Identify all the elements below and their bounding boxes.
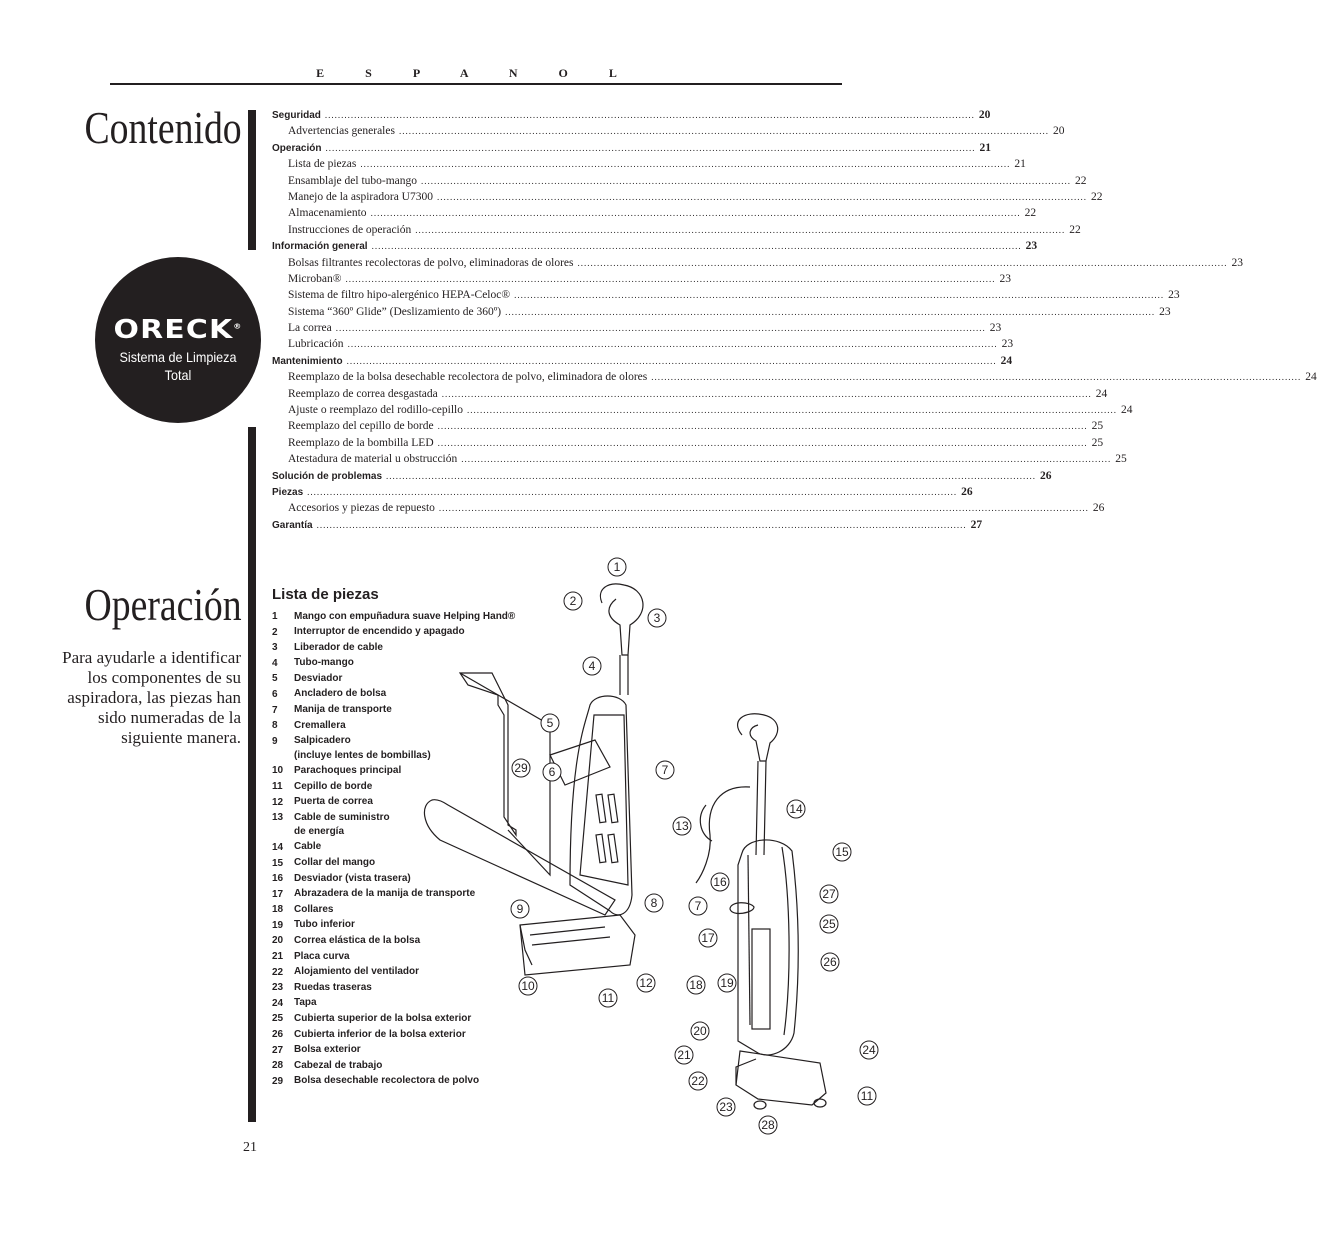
- toc-entry: [272, 158, 1026, 174]
- part-number: 17: [272, 888, 284, 900]
- part-callout: [648, 609, 666, 627]
- part-name: Tubo-mango: [294, 657, 354, 669]
- toc-entry-page: 20: [978, 109, 991, 121]
- toc-entry: [272, 387, 1108, 404]
- callout-label: 12: [639, 976, 653, 990]
- toc-entry-page: 22: [1090, 190, 1103, 203]
- part-callout: [858, 1087, 876, 1105]
- part-callout: [583, 657, 601, 675]
- toc-leader-dots: ........................................................................................................................................................................................................: [505, 306, 1156, 317]
- toc-entry-page: 22: [1069, 223, 1081, 236]
- contents-heading: Contenido: [84, 102, 242, 153]
- contents-side-bar: [248, 110, 256, 250]
- toc-leader-dots: ........................................................................................................................................................................................................: [514, 290, 1165, 301]
- part-number: 18: [272, 904, 284, 916]
- toc-entry-page: 27: [970, 518, 983, 531]
- part-callout: [860, 1041, 878, 1059]
- part-name: Desviador (vista trasera): [294, 872, 411, 884]
- toc-entry: [272, 109, 991, 125]
- part-name: Manija de transporte: [294, 704, 392, 716]
- toc-leader-dots: ........................................................................................................................................................................................................: [415, 224, 1066, 235]
- toc-leader-dots: ........................................................................................................................................................................................................: [467, 405, 1117, 416]
- part-callout: [543, 763, 561, 781]
- part-number: 11: [272, 781, 283, 793]
- toc-entry-label: Ensamblaje del tubo-mango: [288, 174, 418, 187]
- toc-entry: [272, 502, 1105, 518]
- callout-label: 15: [835, 845, 849, 859]
- part-name: Tubo inferior: [294, 919, 355, 931]
- toc-entry-page: 20: [1052, 125, 1065, 138]
- callout-label: 8: [650, 896, 658, 910]
- callout-label: 10: [521, 979, 535, 993]
- toc-entry: [272, 190, 1103, 207]
- part-number: 13: [272, 812, 284, 824]
- callout-label: 9: [516, 902, 524, 916]
- toc-entry-page: 23: [1025, 240, 1038, 253]
- page-number: 21: [243, 1140, 257, 1155]
- part-callout: [564, 592, 582, 610]
- part-number: 7: [272, 704, 278, 716]
- part-callout: [512, 759, 530, 777]
- part-callout: [717, 1098, 735, 1116]
- part-callout: [699, 929, 717, 947]
- toc-entry-label: Reemplazo del cepillo de borde: [288, 420, 434, 433]
- part-callout: [541, 714, 559, 732]
- part-name: Bolsa exterior: [294, 1044, 361, 1056]
- part-number: 10: [272, 765, 284, 777]
- callout-label: 6: [548, 765, 556, 779]
- toc-leader-dots: ........................................................................................................................................................................................................: [346, 355, 997, 366]
- toc-entry: [272, 453, 1127, 469]
- toc-leader-dots: ........................................................................................................................................................................................................: [436, 191, 1087, 202]
- callout-label: 17: [701, 931, 715, 945]
- toc-entry-label: Mantenimiento: [272, 355, 343, 367]
- part-name: Cremallera: [294, 719, 346, 731]
- toc-entry-label: Advertencias generales: [288, 125, 395, 138]
- vacuum-diagram: [420, 555, 890, 1140]
- callout-label: 26: [823, 955, 837, 969]
- vacuum-right-illustration: [696, 714, 826, 1109]
- part-name: Mango con empuñadura suave Helping Hand®: [294, 610, 516, 622]
- callout-label: 23: [719, 1100, 733, 1114]
- toc-entry-page: 22: [1075, 174, 1087, 187]
- part-name: Cable: [294, 841, 322, 853]
- toc-entry: [272, 338, 1014, 354]
- toc-entry-label: Solución de problemas: [272, 470, 383, 482]
- part-callout: [511, 900, 529, 918]
- toc-entry: [272, 174, 1087, 191]
- part-name: Ancladero de bolsa: [294, 688, 387, 700]
- part-callout: [711, 873, 729, 891]
- part-number: 8: [272, 720, 278, 732]
- toc-entry-page: 24: [1095, 387, 1108, 400]
- toc-entry-label: Garantía: [272, 519, 313, 531]
- callout-label: 14: [789, 802, 803, 816]
- callout-label: 13: [675, 819, 689, 833]
- toc-leader-dots: ........................................................................................................................................................................................................: [437, 421, 1088, 432]
- oreck-badge: [95, 257, 261, 423]
- callout-label: 3: [653, 611, 661, 625]
- part-callout: [675, 1046, 693, 1064]
- toc-entry: [272, 436, 1104, 453]
- toc-entry: [272, 305, 1171, 322]
- callout-label: 4: [588, 659, 596, 673]
- part-name: Cable de suministro de energía: [294, 811, 390, 838]
- part-number: 21: [272, 951, 284, 963]
- callout-label: 24: [862, 1043, 876, 1057]
- part-number: 29: [272, 1075, 284, 1087]
- part-name: Alojamiento del ventilador: [294, 966, 420, 978]
- callout-label: 20: [693, 1024, 707, 1038]
- toc-entry-page: 22: [1024, 207, 1037, 220]
- toc-entry-page: 23: [1001, 338, 1014, 351]
- part-callout: [519, 977, 537, 995]
- toc-entry-label: Atestadura de material u obstrucción: [288, 453, 458, 466]
- toc-leader-dots: ........................................................................................................................................................................................................: [325, 142, 976, 153]
- part-name: Abrazadera de la manija de transporte: [294, 888, 476, 900]
- callout-label: 27: [822, 887, 836, 901]
- part-name: Collar del mango: [294, 857, 376, 868]
- toc-entry: [272, 469, 1052, 486]
- part-name: Puerta de correa: [294, 796, 373, 808]
- part-number: 2: [272, 626, 278, 638]
- callout-label: 25: [822, 917, 836, 931]
- callout-label: 2: [569, 594, 577, 608]
- toc-entry-label: Reemplazo de correa desgastada: [288, 387, 438, 400]
- toc-entry-page: 23: [989, 322, 1002, 335]
- part-number: 9: [272, 735, 278, 747]
- toc-entry-page: 23: [1159, 305, 1171, 318]
- toc-entry: [272, 240, 1038, 256]
- toc-entry-page: 21: [979, 141, 991, 154]
- part-number: 15: [272, 857, 284, 869]
- part-callout: [599, 989, 617, 1007]
- callout-label: 5: [546, 716, 554, 730]
- toc-entry: [272, 354, 1013, 371]
- toc-entry-page: 26: [1092, 502, 1105, 515]
- part-number: 19: [272, 919, 284, 931]
- toc-entry: [272, 289, 1180, 305]
- toc-entry-label: Piezas: [272, 486, 304, 498]
- toc-leader-dots: ........................................................................................................................................................................................................: [324, 110, 975, 120]
- part-callout: [608, 558, 626, 576]
- toc-leader-dots: ........................................................................................................................................................................................................: [398, 126, 1049, 137]
- part-number: 24: [272, 997, 284, 1009]
- toc-entry-label: Operación: [272, 142, 322, 154]
- part-number: 23: [272, 982, 284, 994]
- toc-entry: [272, 223, 1081, 240]
- intro-text: Para ayudarle a identificar los componentes de su aspiradora, las piezas han sido numeradas de la siguiente manera.: [62, 648, 241, 747]
- part-callout: [821, 953, 839, 971]
- part-name: Liberador de cable: [294, 641, 383, 653]
- part-number: 26: [272, 1029, 284, 1041]
- part-number: 27: [272, 1044, 284, 1056]
- toc-leader-dots: ........................................................................................................................................................................................................: [651, 372, 1302, 383]
- part-name: Cepillo de borde: [294, 780, 373, 792]
- part-number: 5: [272, 673, 278, 685]
- part-name: Parachoques principal: [294, 764, 402, 776]
- toc-leader-dots: ........................................................................................................................................................................................................: [371, 241, 1022, 252]
- part-number: 1: [272, 611, 278, 622]
- toc-leader-dots: ........................................................................................................................................................................................................: [370, 208, 1021, 219]
- part-number: 16: [272, 873, 284, 885]
- toc-leader-dots: ........................................................................................................................................................................................................: [307, 486, 958, 497]
- part-name: Placa curva: [294, 950, 350, 962]
- part-callout: [691, 1022, 709, 1040]
- toc-entry-label: Seguridad: [272, 110, 321, 121]
- toc-entry-page: 26: [1040, 469, 1052, 482]
- part-name: Cabezal de trabajo: [294, 1059, 383, 1071]
- parts-list-title: Lista de piezas: [272, 586, 379, 603]
- toc-entry-page: 24: [1121, 404, 1133, 417]
- toc-leader-dots: ........................................................................................................................................................................................................: [360, 159, 1011, 170]
- toc-entry-label: Ajuste o reemplazo del rodillo-cepillo: [288, 404, 463, 417]
- table-of-contents: [272, 109, 1317, 535]
- operation-heading: Operación: [84, 579, 242, 630]
- part-number: 4: [272, 657, 278, 669]
- toc-entry-label: Instrucciones de operación: [288, 223, 412, 236]
- part-name: Salpicadero (incluye lentes de bombillas): [294, 735, 431, 761]
- part-number: 20: [272, 935, 284, 947]
- toc-entry: [272, 256, 1243, 273]
- toc-leader-dots: ........................................................................................................................................................................................................: [316, 519, 967, 530]
- toc-entry-label: Reemplazo de la bombilla LED: [288, 436, 434, 449]
- part-number: 25: [272, 1013, 284, 1025]
- toc-entry-page: 24: [1305, 371, 1317, 384]
- operation-side-bar: [248, 427, 256, 1122]
- toc-entry-label: Almacenamiento: [288, 207, 367, 220]
- toc-entry-page: 21: [1014, 158, 1026, 171]
- toc-leader-dots: ........................................................................................................................................................................................................: [386, 470, 1037, 481]
- part-name: Desviador: [294, 672, 343, 684]
- toc-entry-page: 26: [961, 485, 973, 498]
- toc-entry: [272, 141, 991, 158]
- part-name: Bolsa desechable recolectora de polvo: [294, 1075, 480, 1087]
- part-name: Tapa: [294, 997, 317, 1009]
- toc-entry: [272, 518, 983, 535]
- toc-entry-label: La correa: [288, 322, 332, 335]
- vacuum-left-illustration: [424, 584, 643, 975]
- part-callout: [833, 843, 851, 861]
- part-callout: [689, 897, 707, 915]
- callout-label: 7: [694, 899, 702, 913]
- callout-label: 11: [601, 991, 615, 1005]
- toc-entry: [272, 485, 973, 502]
- part-name: Correa elástica de la bolsa: [294, 934, 421, 946]
- part-name: Cubierta inferior de la bolsa exterior: [294, 1028, 466, 1040]
- toc-entry-page: 23: [1231, 256, 1243, 269]
- callout-label: 29: [514, 761, 528, 775]
- part-number: 28: [272, 1060, 284, 1072]
- part-name: Collares: [294, 903, 334, 915]
- toc-entry-page: 25: [1091, 420, 1104, 433]
- toc-entry-page: 24: [1000, 354, 1013, 367]
- part-number: 14: [272, 841, 284, 853]
- toc-entry-label: Microban®: [288, 272, 342, 285]
- language-header: E S P A N O L: [316, 66, 636, 80]
- toc-entry: [272, 207, 1037, 223]
- toc-entry: [272, 322, 1002, 338]
- part-callout: [687, 976, 705, 994]
- part-number: 3: [272, 642, 278, 654]
- toc-entry-label: Lista de piezas: [288, 158, 357, 171]
- part-number: 6: [272, 688, 278, 700]
- part-callout: [656, 761, 674, 779]
- toc-entry-label: Reemplazo de la bolsa desechable recolectora de polvo, eliminadora de olores: [288, 371, 648, 384]
- part-callout: [689, 1072, 707, 1090]
- callout-label: 22: [691, 1074, 705, 1088]
- oreck-logo: ORECK®: [113, 315, 243, 345]
- callout-label: 1: [613, 560, 621, 574]
- part-callout: [820, 915, 838, 933]
- part-callout: [637, 974, 655, 992]
- badge-tagline: Sistema de Limpieza Total: [119, 349, 237, 383]
- part-callout: [787, 800, 805, 818]
- header-rule: [110, 83, 842, 85]
- callout-label: 16: [713, 875, 727, 889]
- toc-entry-label: Bolsas filtrantes recolectoras de polvo, eliminadoras de olores: [288, 256, 574, 269]
- part-callout: [759, 1116, 777, 1134]
- toc-entry: [272, 371, 1317, 387]
- toc-entry: [272, 404, 1133, 420]
- callout-label: 11: [860, 1089, 874, 1103]
- toc-leader-dots: ........................................................................................................................................................................................................: [441, 388, 1092, 399]
- part-name: Interruptor de encendido y apagado: [294, 626, 465, 638]
- part-callout: [645, 894, 663, 912]
- part-callout: [718, 974, 736, 992]
- part-name: Cubierta superior de la bolsa exterior: [294, 1012, 472, 1024]
- toc-leader-dots: ........................................................................................................................................................................................................: [421, 175, 1072, 186]
- toc-entry: [272, 272, 1011, 289]
- part-number: 12: [272, 796, 284, 808]
- toc-leader-dots: ........................................................................................................................................................................................................: [437, 437, 1088, 448]
- part-number: 22: [272, 966, 284, 978]
- toc-entry: [272, 420, 1104, 436]
- part-callout: [820, 885, 838, 903]
- toc-entry-label: Sistema de filtro hipo-alergénico HEPA-Celoc®: [288, 289, 511, 302]
- toc-leader-dots: ........................................................................................................................................................................................................: [461, 454, 1112, 465]
- callout-label: 18: [689, 978, 703, 992]
- toc-entry-label: Accesorios y piezas de repuesto: [288, 502, 435, 515]
- toc-entry: [272, 125, 1065, 141]
- callout-label: 28: [761, 1118, 775, 1132]
- callout-label: 19: [720, 976, 734, 990]
- toc-leader-dots: ........................................................................................................................................................................................................: [347, 339, 998, 350]
- toc-entry-label: Información general: [272, 241, 368, 253]
- part-name: Ruedas traseras: [294, 981, 372, 993]
- toc-leader-dots: ........................................................................................................................................................................................................: [438, 503, 1089, 514]
- toc-entry-page: 23: [999, 272, 1011, 285]
- toc-entry-page: 25: [1091, 436, 1104, 449]
- toc-entry-page: 25: [1115, 453, 1127, 466]
- toc-leader-dots: ........................................................................................................................................................................................................: [335, 323, 986, 334]
- toc-entry-label: Sistema “360º Glide” (Deslizamiento de 360º): [288, 305, 502, 318]
- toc-entry-page: 23: [1168, 289, 1180, 302]
- toc-entry-label: Lubricación: [288, 338, 344, 351]
- callout-label: 7: [661, 763, 669, 777]
- toc-entry-label: Manejo de la aspiradora U7300: [288, 190, 433, 203]
- toc-leader-dots: ........................................................................................................................................................................................................: [345, 273, 996, 284]
- toc-leader-dots: ........................................................................................................................................................................................................: [577, 257, 1228, 268]
- part-callout: [673, 817, 691, 835]
- callout-label: 21: [677, 1048, 691, 1062]
